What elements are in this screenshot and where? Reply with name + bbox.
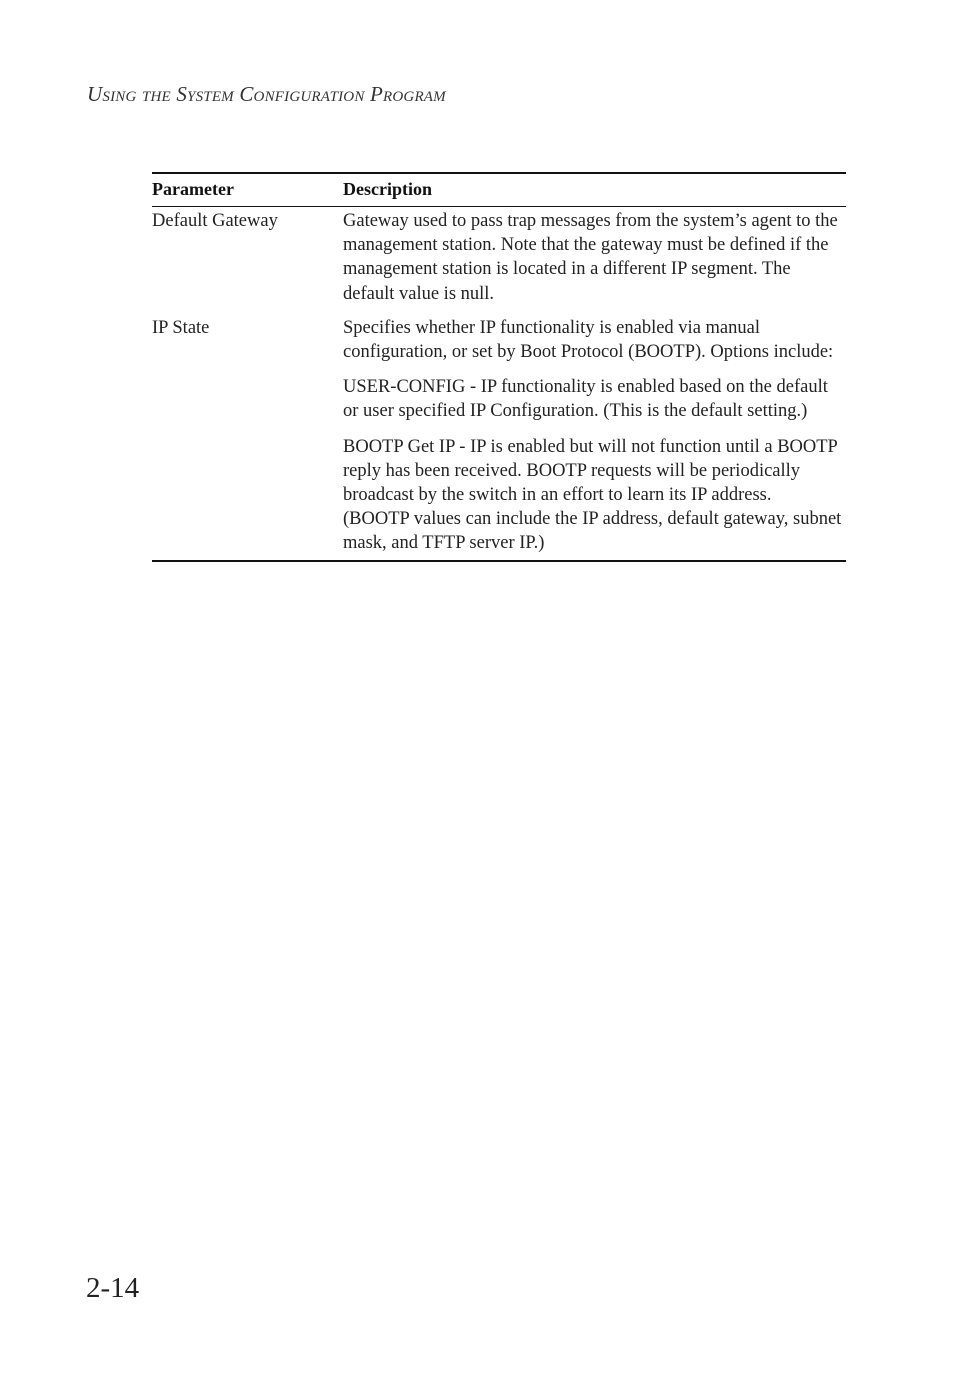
table-row (152, 314, 846, 561)
parameter-cell: Default Gateway (152, 211, 278, 231)
table-row (152, 207, 846, 314)
page-number: 2-14 (86, 1272, 140, 1304)
table-header-row (152, 173, 846, 207)
description-paragraph: Gateway used to pass trap messages from the system’s agent to the management station. Note that the gateway must be defined if the management station is located in a different IP segment. The default value is null. (343, 211, 838, 304)
description-paragraph: BOOTP Get IP - IP is enabled but will not function until a BOOTP reply has been received. BOOTP requests will be periodically broadcast by the switch in an effort to learn its IP address. (BOOTP values can include the IP address, default gateway, subnet mask, and TFTP server IP.) (343, 436, 842, 554)
description-paragraph: USER-CONFIG - IP functionality is enabled based on the default or user specified IP Configuration. (This is the default setting.) (343, 377, 828, 422)
description-cell (343, 314, 846, 561)
description-paragraph: Specifies whether IP functionality is enabled via manual configuration, or set by Boot Protocol (BOOTP). Options include: (343, 317, 834, 363)
parameter-table (152, 172, 846, 562)
column-header-description: Description (343, 173, 846, 207)
parameter-cell: IP State (152, 314, 343, 561)
running-head: Using the System Configuration Program (87, 82, 446, 106)
description-cell (343, 207, 846, 314)
column-header-parameter: Parameter (152, 173, 343, 207)
